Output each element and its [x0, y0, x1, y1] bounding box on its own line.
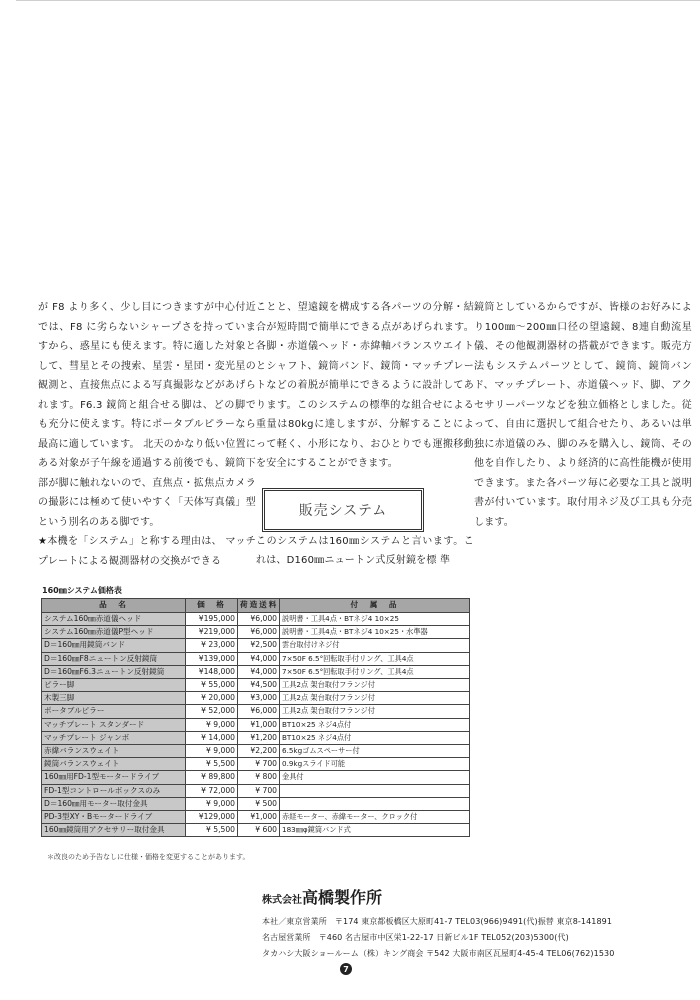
- shipping-cell: ¥4,000: [238, 652, 280, 665]
- shipping-cell: ¥4,000: [238, 665, 280, 678]
- price-cell: ¥ 9,000: [186, 718, 238, 731]
- column-paragraph: 鏡筒としているからですが、皆様のお好みにより100㎜～200㎜口径の望遠鏡、8連自動流星儀、その他観測器材の搭載ができます。販売方法もシステムパーツとして、鏡筒、鏡筒バンド、マッチプレート、赤道儀ヘッド、脚、アクセサリーパーツなどを独立価格としました。従って、自由に選択して組合せたり、あるいは単独に赤道儀のみ、脚のみを購入し、鏡筒、その他を自作したり、より経済的に高性能機が使用できます。また各パーツ毎に必要な工具と説明書が付いています。取付用ネジ及び工具も分売します。: [474, 302, 692, 528]
- shipping-cell: ¥ 700: [238, 784, 280, 797]
- table-row: [42, 665, 470, 678]
- accessories-cell: 説明書・工具4点・BTネジ4 10×25: [280, 613, 470, 626]
- price-cell: ¥148,000: [186, 665, 238, 678]
- price-table: [41, 598, 470, 837]
- shipping-cell: ¥ 800: [238, 771, 280, 784]
- header-name: 品 名: [42, 599, 186, 613]
- accessories-cell: 0.9kgスライド可能: [280, 758, 470, 771]
- accessories-cell: 工具2点 架台取付フランジ付: [280, 705, 470, 718]
- table-row: [42, 613, 470, 626]
- address-head-office: 本社／東京営業所 〒174 東京都板橋区大原町41-7 TEL03(966)9491(代)振替 東京8-141891: [262, 917, 613, 926]
- accessories-cell: 工具2点 架台取付フランジ付: [280, 679, 470, 692]
- accessories-cell: 7×50F 6.5°回転取手付リング、工具4点: [280, 652, 470, 665]
- company-title: 高橋製作所: [302, 888, 383, 907]
- price-cell: ¥ 23,000: [186, 639, 238, 652]
- table-row: [42, 824, 470, 837]
- shipping-cell: ¥1,200: [238, 731, 280, 744]
- table-row: [42, 626, 470, 639]
- table-row: [42, 639, 470, 652]
- accessories-cell: 7×50F 6.5°回転取手付リング、工具4点: [280, 665, 470, 678]
- accessories-cell: [280, 797, 470, 810]
- price-table-body: [42, 613, 470, 837]
- product-name-cell: ピラー脚: [42, 679, 186, 692]
- shipping-cell: ¥ 700: [238, 758, 280, 771]
- product-name-cell: 赤緯バランスウェイト: [42, 745, 186, 758]
- price-cell: ¥139,000: [186, 652, 238, 665]
- column-paragraph: が F8 より多く、少し目につきますが中心付近では、F8 に劣らないシャープさを持っていますから、惑星にも使えます。特に適した対象として、彗星とその捜索、星雲・星団・変光星の観測と、直接焦点による写真撮影などがあげられます。F6.3 鏡筒と組合せる脚は、どの脚でも充分に使えます。特にポータブルピラーなら最高に適しています。 北天のかなり低い位置にある対象が子午線を通過する前後でも、鏡筒下部が脚に触れないので、直焦点・拡焦点カメラの撮影には極めて使いやすく「天体写真儀」型という別名のある脚です。: [38, 302, 256, 528]
- column-paragraph: このシステムは160㎜システムと言います。これは、D160㎜ニュートン式反射鏡を標 準: [256, 535, 474, 566]
- sales-system-heading: 販売システム: [262, 488, 424, 532]
- product-name-cell: マッチプレート ジャンボ: [42, 731, 186, 744]
- table-row: [42, 797, 470, 810]
- table-header-row: [42, 599, 470, 613]
- price-cell: ¥ 9,000: [186, 745, 238, 758]
- table-row: [42, 718, 470, 731]
- shipping-cell: ¥1,000: [238, 811, 280, 824]
- product-name-cell: 160㎜鏡筒用アクセサリー取付金具: [42, 824, 186, 837]
- company-prefix: 株式会社: [262, 895, 302, 906]
- table-row: [42, 745, 470, 758]
- product-name-cell: D＝160㎜用鏡筒バンド: [42, 639, 186, 652]
- price-cell: ¥ 20,000: [186, 692, 238, 705]
- shipping-cell: ¥ 500: [238, 797, 280, 810]
- product-name-cell: システム160㎜赤道儀P型ヘッド: [42, 626, 186, 639]
- page-top-rule: [16, 0, 700, 11]
- table-row: [42, 731, 470, 744]
- table-row: [42, 705, 470, 718]
- product-name-cell: D＝160㎜F8ニュートン反射鏡筒: [42, 652, 186, 665]
- price-cell: ¥ 55,000: [186, 679, 238, 692]
- header-price: 価 格: [186, 599, 238, 613]
- accessories-cell: 工具2点 架台取付フランジ付: [280, 692, 470, 705]
- header-shipping: 荷造送料: [238, 599, 280, 613]
- price-cell: ¥ 5,500: [186, 824, 238, 837]
- accessories-cell: 説明書・工具4点・BTネジ4 10×25・水準器: [280, 626, 470, 639]
- product-name-cell: マッチプレート スタンダード: [42, 718, 186, 731]
- price-cell: ¥ 9,000: [186, 797, 238, 810]
- shipping-cell: ¥6,000: [238, 626, 280, 639]
- table-row: [42, 771, 470, 784]
- price-cell: ¥219,000: [186, 626, 238, 639]
- price-cell: ¥ 14,000: [186, 731, 238, 744]
- table-row: [42, 758, 470, 771]
- price-cell: ¥ 52,000: [186, 705, 238, 718]
- shipping-cell: ¥6,000: [238, 705, 280, 718]
- accessories-cell: 6.5kgゴムスペーサー付: [280, 745, 470, 758]
- table-row: [42, 679, 470, 692]
- shipping-cell: ¥2,500: [238, 639, 280, 652]
- shipping-cell: ¥ 600: [238, 824, 280, 837]
- table-row: [42, 811, 470, 824]
- product-name-cell: PD-3型XY・Bモータードライブ: [42, 811, 186, 824]
- accessories-cell: BT10×25 ネジ4点付: [280, 718, 470, 731]
- accessories-cell: 雲台取付けネジ付: [280, 639, 470, 652]
- price-cell: ¥ 72,000: [186, 784, 238, 797]
- header-accessories: 付 属 品: [280, 599, 470, 613]
- column-paragraph: ★本機を「システム」と称する理由は、 マッチプレートによる観測器材の交換ができる: [38, 536, 256, 567]
- shipping-cell: ¥6,000: [238, 613, 280, 626]
- text-column-3: [474, 298, 692, 532]
- text-column-1: [38, 298, 256, 571]
- price-cell: ¥ 89,800: [186, 771, 238, 784]
- address-nagoya: 名古屋営業所 〒460 名古屋市中区栄1-22-17 日新ビル1F TEL052(203)5300(代): [262, 933, 569, 942]
- table-row: [42, 652, 470, 665]
- product-name-cell: 木製三脚: [42, 692, 186, 705]
- price-cell: ¥ 5,500: [186, 758, 238, 771]
- column-paragraph: ことと、望遠鏡を構成する各パーツの分解・結合が短時間で簡単にできる点があげられます。各脚・赤道儀ヘッド・赤緯軸バランスウエイトとシャフト、鏡筒バンド、鏡筒・マッチプレートなどの着脱が簡単にできるように設計してあります。このシステムの標準的な組合せによる重量は80kgに達しますが、分解することによって軽く、小形になり、おひとりでも運搬移動を安全にすることができます。: [256, 302, 474, 469]
- shipping-cell: ¥1,000: [238, 718, 280, 731]
- price-table-title: 160㎜システム価格表: [42, 586, 122, 595]
- disclaimer-note: ＊改良のため予告なしに仕様・価格を変更することがあります。: [47, 853, 250, 861]
- price-cell: ¥195,000: [186, 613, 238, 626]
- price-cell: ¥129,000: [186, 811, 238, 824]
- accessories-cell: 赤経モーター、赤緯モーター、クロック付: [280, 811, 470, 824]
- shipping-cell: ¥2,200: [238, 745, 280, 758]
- product-name-cell: ポータブルピラー: [42, 705, 186, 718]
- product-name-cell: D＝160㎜用モーター取付金具: [42, 797, 186, 810]
- product-name-cell: 鏡筒バランスウェイト: [42, 758, 186, 771]
- accessories-cell: [280, 784, 470, 797]
- shipping-cell: ¥3,000: [238, 692, 280, 705]
- product-name-cell: 160㎜用FD-1型モータードライブ: [42, 771, 186, 784]
- product-name-cell: FD-1型コントロールボックスのみ: [42, 784, 186, 797]
- product-name-cell: D＝160㎜F6.3ニュートン反射鏡筒: [42, 665, 186, 678]
- page-number: 7: [340, 963, 352, 975]
- accessories-cell: BT10×25 ネジ4点付: [280, 731, 470, 744]
- table-row: [42, 784, 470, 797]
- address-osaka: タカハシ大阪ショールーム（株）キング商会 〒542 大阪市南区瓦屋町4-45-4 TEL06(762)1530: [262, 949, 615, 958]
- product-name-cell: システム160㎜赤道儀ヘッド: [42, 613, 186, 626]
- accessories-cell: 183㎜φ鏡筒バンド式: [280, 824, 470, 837]
- accessories-cell: 金具付: [280, 771, 470, 784]
- table-row: [42, 692, 470, 705]
- shipping-cell: ¥4,500: [238, 679, 280, 692]
- company-name: [262, 885, 382, 908]
